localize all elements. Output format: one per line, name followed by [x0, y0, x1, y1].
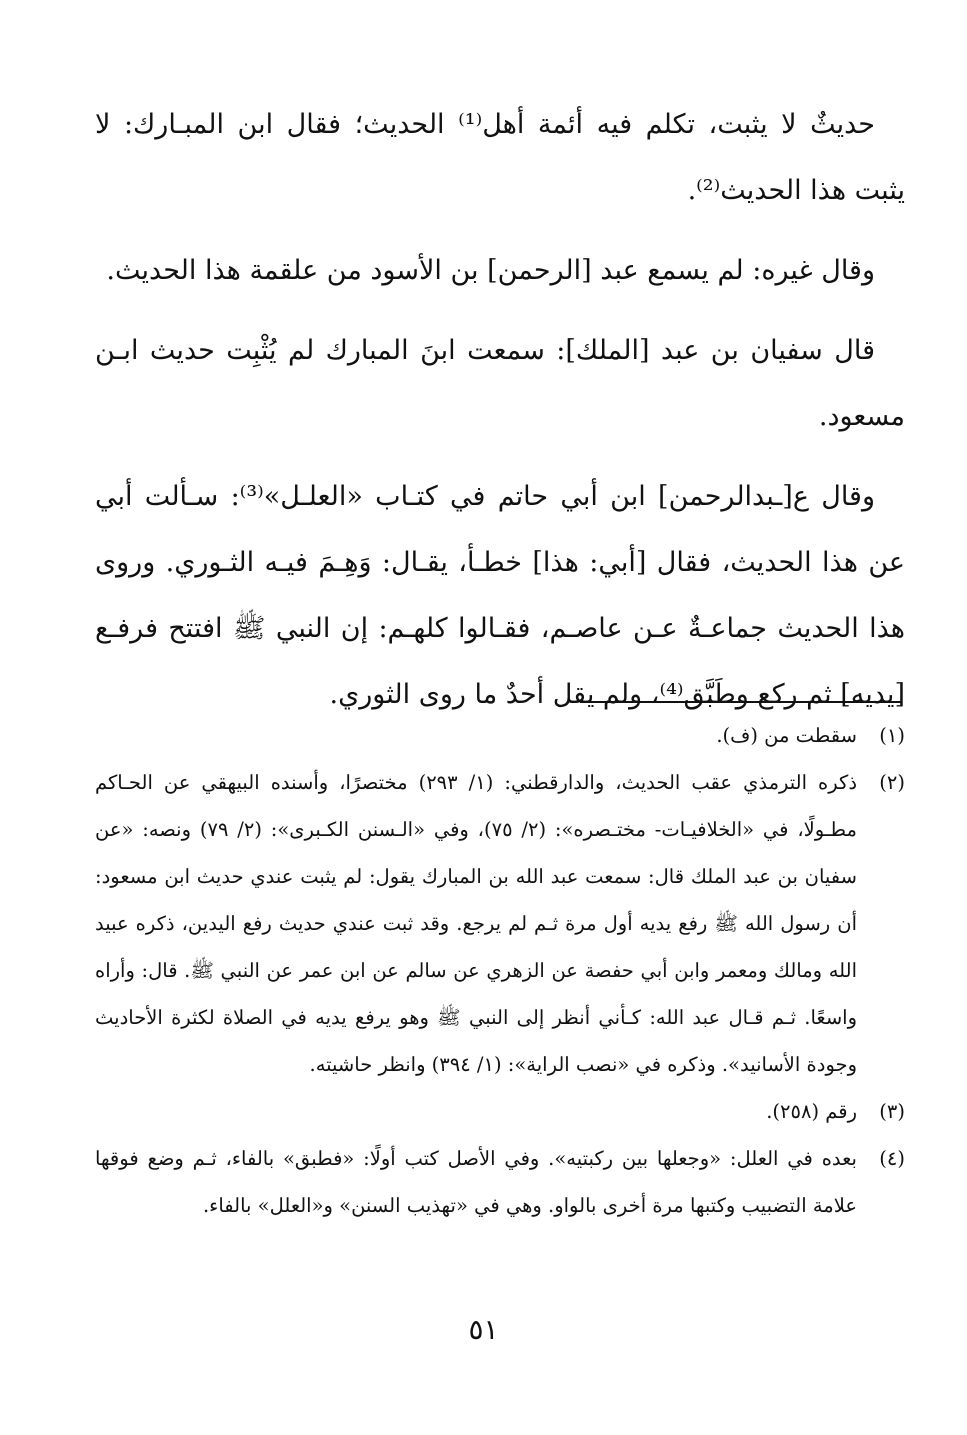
- paragraph-2: وقال غيره: لم يسمع عبد [الرحمن] بن الأسود من علقمة هذا الحديث.: [106, 255, 875, 286]
- footnote-number: (٣): [879, 1100, 905, 1123]
- footnotes: [95, 712, 905, 1229]
- footnote-number: (١): [879, 724, 905, 747]
- footnote-4: [95, 1135, 905, 1229]
- paragraph-4: وقال ع[ـبدالرحمن] ابن أبي حاتم في كتـاب «العلـل»⁽³⁾: سـألت أبي عن هذا الحديث، فقال [أبي: هذا] خطـأ، يقـال: وَهِـمَ فيـه الثـوري. وروى هذا الحديث جماعـةٌ عـن عاصـم، فقـالوا كلهـم: إن النبي ﷺ افتتح فرفـع [يديه] ثم ركع وطَبَّق⁽⁴⁾، ولم يقل أحدٌ ما روى الثوري.: [95, 481, 905, 710]
- paragraph-1: حديثٌ لا يثبت، تكلم فيه أئمة أهل⁽¹⁾ الحديث؛ فقال ابن المبـارك: لا يثبت هذا الحديث⁽²⁾.: [95, 109, 905, 206]
- footnote-2: [95, 759, 905, 1088]
- footnote-1: [95, 712, 905, 759]
- paragraph-3: قال سفيان بن عبد [الملك]: سمعت ابنَ المبارك لم يُثْبِت حديث ابـن مسعود.: [95, 335, 905, 432]
- footnote-number: (٢): [879, 771, 905, 794]
- footnote-text: ذكره الترمذي عقب الحديث، والدارقطني: (١/ ٢٩٣) مختصرًا، وأسنده البيهقي عن الحـاكم مطـولًا، في «الخلافيـات- مختـصره»: (٢/ ٧٥)، وفي «الـسنن الكـبرى»: (٢/ ٧٩) ونصه: «عن سفيان بن عبد الملك قال: سمعت عبد الله بن المبارك يقول: لم يثبت عندي حديث ابن مسعود: أن رسول الله ﷺ رفع يديه أول مرة ثـم لم يرجع. وقد ثبت عندي حديث رفع اليدين، ذكره عبيد الله ومالك ومعمر وابن أبي حفصة عن الزهري عن سالم عن ابن عمر عن النبي ﷺ. قال: وأراه واسعًا. ثـم قـال عبد الله: كـأني أنظر إلى النبي ﷺ وهو يرفع يديه في الصلاة لكثرة الأحاديث وجودة الأسانيد». وذكره في «نصب الراية»: (١/ ٣٩٤) وانظر حاشيته.: [95, 771, 858, 1076]
- footnote-number: (٤): [879, 1147, 905, 1170]
- footnote-text: رقم (٢٥٨).: [766, 1100, 857, 1123]
- footnote-text: سقطت من (ف).: [716, 724, 857, 747]
- footnote-text: بعده في العلل: «وجعلها بين ركبتيه». وفي الأصل كتب أولًا: «فطبق» بالفاء، ثـم وضع فوقها علامة التضبيب وكتبها مرة أخرى بالواو. وهي في «تهذيب السنن» و«العلل» بالفاء.: [95, 1147, 857, 1217]
- main-text: [95, 92, 905, 742]
- footnote-3: [95, 1088, 905, 1135]
- page-number: ٥١: [468, 1313, 499, 1346]
- footnote-separator: [580, 701, 902, 703]
